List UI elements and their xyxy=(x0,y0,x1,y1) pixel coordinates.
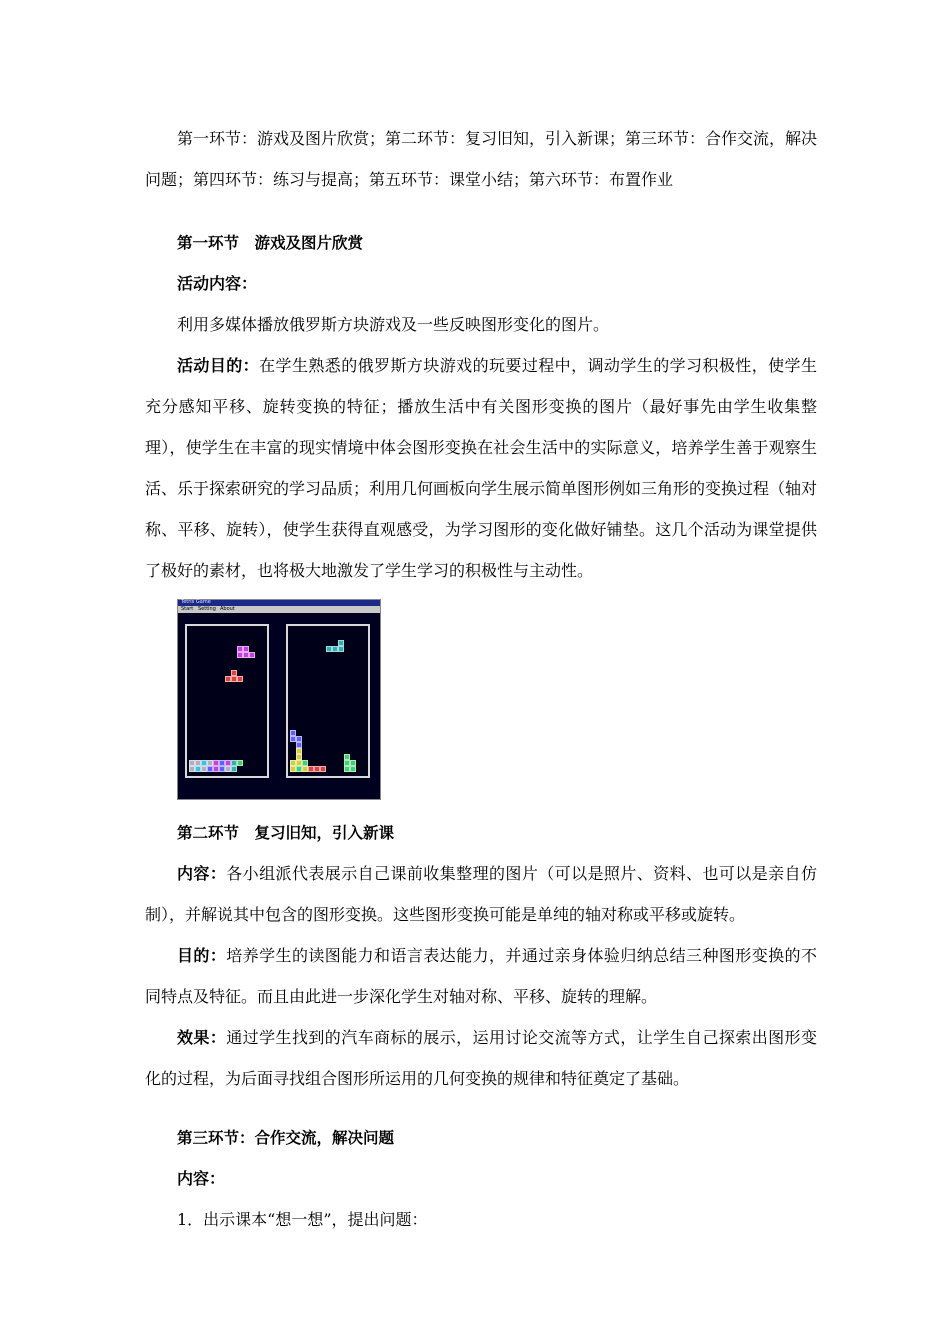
section2-content-paragraph xyxy=(145,853,817,935)
document-body xyxy=(145,118,817,1240)
section2-effect-label: 效果： xyxy=(177,1028,227,1047)
tetris-left-block xyxy=(237,676,243,682)
section3-content-label: 内容： xyxy=(177,1169,226,1188)
section1-purpose-label: 活动目的： xyxy=(177,356,260,375)
section2-purpose-label: 目的： xyxy=(177,946,227,965)
tetris-window-title: Tetris Game xyxy=(181,599,211,605)
tetris-left-block xyxy=(249,652,255,658)
section2-effect-paragraph xyxy=(145,1017,817,1099)
section2-content-label: 内容： xyxy=(177,864,227,883)
section2-content-text: 各小组派代表展示自己课前收集整理的图片（可以是照片、资料、也可以是亲自仿制），并解说其中包含的图形变换。这些图形变换可能是单纯的轴对称或平移或旋转。 xyxy=(145,864,817,924)
overview-paragraph: 第一环节：游戏及图片欣赏；第二环节：复习旧知，引入新课；第三环节：合作交流，解决问题；第四环节：练习与提高；第五环节：课堂小结；第六环节：布置作业 xyxy=(145,129,818,189)
tetris-screenshot xyxy=(177,599,381,800)
tetris-right-block xyxy=(320,766,326,772)
section3-item1: 1．出示课本“想一想”，提出问题： xyxy=(177,1210,428,1229)
tetris-left-well xyxy=(185,624,269,778)
section2-purpose-text: 培养学生的读图能力和语言表达能力，并通过亲身体验归纳总结三种图形变换的不同特点及特征。而且由此进一步深化学生对轴对称、平移、旋转的理解。 xyxy=(145,946,817,1006)
section2-heading: 第二环节 复习旧知，引入新课 xyxy=(177,823,395,842)
section1-purpose-text: 在学生熟悉的俄罗斯方块游戏的玩要过程中，调动学生的学习积极性，使学生充分感知平移、旋转变换的特征；播放生活中有关图形变换的图片（最好事先由学生收集整理），使学生在丰富的现实情境中体会图形变换在社会生活中的实际意义，培养学生善于观察生活、乐于探索研究的学习品质；利用几何画板向学生展示简单图形例如三角形的变换过程（轴对称、平移、旋转），使学生获得直观感受，为学习图形的变化做好铺垫。这几个活动为课堂提供了极好的素材，也将极大地激发了学生学习的积极性与主动性。 xyxy=(145,356,818,580)
section1-content-label: 活动内容： xyxy=(177,274,258,293)
tetris-left-block xyxy=(231,766,237,772)
section1-purpose-paragraph xyxy=(145,345,817,591)
tetris-menu-about: About xyxy=(220,606,235,612)
tetris-menu-start: Start xyxy=(181,606,194,612)
section1-heading: 第一环节 游戏及图片欣赏 xyxy=(177,233,364,252)
section3-heading: 第三环节：合作交流，解决问题 xyxy=(177,1128,395,1147)
tetris-menubar xyxy=(178,606,380,613)
section2-purpose-paragraph xyxy=(145,935,817,1017)
tetris-menu-setting: Setting xyxy=(198,606,216,612)
tetris-right-block xyxy=(338,646,344,652)
tetris-right-well xyxy=(286,624,370,778)
tetris-right-block xyxy=(350,766,356,772)
tetris-right-block xyxy=(302,766,308,772)
section1-content-text: 利用多媒体播放俄罗斯方块游戏及一些反映图形变化的图片。 xyxy=(177,315,610,334)
tetris-right-block xyxy=(326,646,332,652)
section2-effect-text: 通过学生找到的汽车商标的展示，运用讨论交流等方式，让学生自己探索出图形变化的过程，为后面寻找组合图形所运用的几何变换的规律和特征奠定了基础。 xyxy=(145,1028,817,1088)
tetris-right-block xyxy=(332,646,338,652)
tetris-left-block xyxy=(237,760,243,766)
